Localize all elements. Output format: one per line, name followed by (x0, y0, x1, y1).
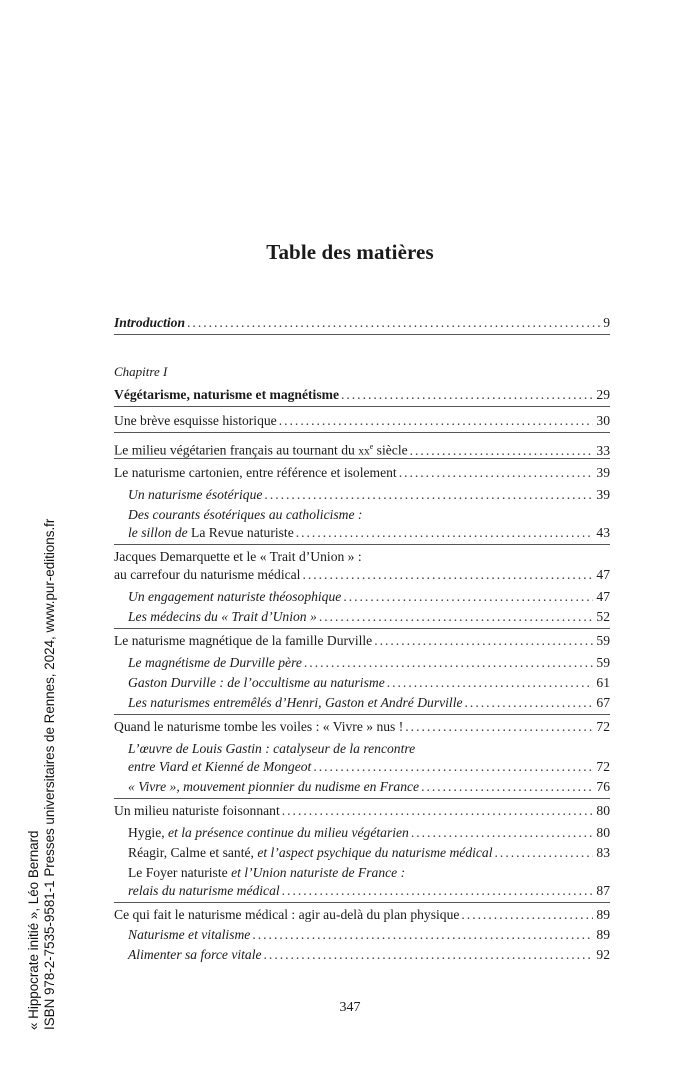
toc-entry-label: Le naturisme magnétique de la famille Durville (114, 633, 373, 648)
toc-entry-label: relais du naturisme médical (128, 883, 280, 898)
leader-dots (313, 758, 593, 775)
divider (114, 714, 610, 715)
leader-dots (399, 464, 594, 481)
toc-page-number: 39 (596, 487, 610, 502)
toc-subentry[interactable] (128, 654, 610, 671)
divider (114, 458, 610, 459)
leader-dots (282, 802, 594, 819)
toc-entry-label: Un engagement naturiste théosophique (128, 589, 342, 604)
toc-page-number: 43 (596, 525, 610, 540)
toc-entry[interactable] (114, 718, 610, 735)
leader-dots (461, 906, 593, 923)
toc-subentry[interactable] (128, 778, 610, 795)
toc-entry-label: entre Viard et Kienné de Mongeot (128, 759, 312, 774)
leader-dots (374, 632, 593, 649)
toc-page-number: 47 (596, 567, 610, 582)
toc-page-number: 30 (596, 413, 610, 428)
leader-dots (187, 314, 600, 331)
toc-subentry[interactable] (128, 588, 610, 605)
leader-dots (264, 486, 593, 503)
leader-dots (343, 588, 593, 605)
leader-dots (465, 694, 594, 711)
leader-dots (387, 674, 594, 691)
toc-page-number: 80 (596, 825, 610, 840)
toc-subentry[interactable] (128, 946, 610, 963)
chapter-label: Chapitre I (114, 364, 168, 379)
toc-entry[interactable] (114, 566, 610, 583)
leader-dots (495, 844, 594, 861)
divider (114, 334, 610, 335)
toc-subentry[interactable] (128, 524, 610, 541)
leader-dots (341, 386, 593, 403)
page-title: Table des matières (266, 240, 434, 264)
toc-entry-label: Quand le naturisme tombe les voiles : « Vivre » nus ! (114, 719, 404, 734)
toc-page-number: 39 (596, 465, 610, 480)
toc-page-number: 92 (596, 947, 610, 962)
toc-entry-chapter-title[interactable] (114, 386, 610, 403)
side-credit (26, 519, 58, 1030)
toc-page-number: 9 (603, 315, 610, 330)
toc-subentry[interactable] (128, 694, 610, 711)
toc-page-number: 89 (596, 907, 610, 922)
toc-subentry-line: L’œuvre de Louis Gastin : catalyseur de la rencontre (128, 741, 416, 756)
leader-dots (296, 524, 594, 541)
toc-page-number: 33 (596, 442, 610, 458)
divider (114, 902, 610, 903)
divider (114, 798, 610, 799)
leader-dots (421, 778, 593, 795)
toc-entry[interactable] (114, 464, 610, 481)
leader-dots (411, 824, 594, 841)
side-credit-line: « Hippocrate initié », Léo Bernard (26, 830, 41, 1030)
toc-page-number: 83 (596, 845, 610, 860)
toc-subentry[interactable] (128, 486, 610, 503)
toc-entry-label: Les médecins du « Trait d’Union » (128, 609, 317, 624)
toc-entry-line: Jacques Demarquette et le « Trait d’Union » : (114, 549, 362, 564)
toc-page-number: 80 (596, 803, 610, 818)
toc-entry-introduction[interactable] (114, 314, 610, 331)
toc-page-number: 67 (596, 695, 610, 710)
leader-dots (304, 654, 594, 671)
toc-entry-label: Introduction (114, 315, 186, 330)
toc-entry-label: Gaston Durville : de l’occultisme au naturisme (128, 675, 385, 690)
toc-entry-label: Alimenter sa force vitale (128, 947, 262, 962)
toc-entry-label: Naturisme et vitalisme (128, 927, 251, 942)
side-credit-line: ISBN 978-2-7535-9581-1 Presses universitaires de Rennes, 2024, www.pur-editions.fr (42, 518, 57, 1030)
toc-subentry[interactable] (128, 926, 610, 943)
toc-entry-label: Un milieu naturiste foisonnant (114, 803, 280, 818)
leader-dots (302, 566, 593, 583)
leader-dots (319, 608, 594, 625)
toc-subentry[interactable] (128, 882, 610, 899)
toc-page-number: 61 (596, 675, 610, 690)
toc-page-number: 59 (596, 633, 610, 648)
leader-dots (252, 926, 593, 943)
toc-subentry[interactable] (128, 674, 610, 691)
toc-subentry-line: Des courants ésotériques au catholicisme : (128, 507, 363, 522)
toc-entry-label: « Vivre », mouvement pionnier du nudisme en France (128, 779, 420, 794)
divider (114, 406, 610, 407)
toc-entry-label: Le magnétisme de Durville père (128, 655, 302, 670)
toc-entry[interactable] (114, 412, 610, 429)
toc-entry[interactable] (114, 632, 610, 649)
toc-entry-label: Le milieu végétarien français au tournant du $xx^e$ siècle (114, 442, 408, 458)
toc-page-number: 72 (596, 719, 610, 734)
toc-page-number: 72 (596, 759, 610, 774)
toc-subentry[interactable] (128, 608, 610, 625)
toc-entry-label: Ce qui fait le naturisme médical : agir au-delà du plan physique (114, 907, 460, 922)
toc-page-number: 29 (596, 387, 610, 402)
toc-page-number: 76 (596, 779, 610, 794)
toc-subentry[interactable] (128, 758, 610, 775)
leader-dots (405, 718, 593, 735)
toc-entry[interactable] (114, 906, 610, 923)
toc-entry-label: Réagir, Calme et santé, et l’aspect psychique du naturisme médical (128, 845, 493, 860)
toc-entry-label: Un naturisme ésotérique (128, 487, 263, 502)
toc-entry-label: le sillon de La Revue naturiste (128, 525, 294, 540)
toc-page-number: 87 (596, 883, 610, 898)
page-number: 347 (339, 1000, 361, 1015)
toc-entry-label: Le naturisme cartonien, entre référence et isolement (114, 465, 397, 480)
divider (114, 544, 610, 545)
toc-subentry[interactable] (128, 844, 610, 861)
toc-entry-label: au carrefour du naturisme médical (114, 567, 301, 582)
divider (114, 628, 610, 629)
toc-entry-label: Hygie, et la présence continue du milieu végétarien (128, 825, 409, 840)
divider (114, 432, 610, 433)
leader-dots (410, 442, 594, 459)
toc-subentry-line: Le Foyer naturiste et l’Union naturiste de France : (128, 865, 406, 880)
chapter-title: Végétarisme, naturisme et magnétisme (114, 387, 339, 402)
toc-subentry[interactable] (128, 824, 610, 841)
toc-entry-label: Une brève esquisse historique (114, 413, 277, 428)
toc-page-number: 59 (596, 655, 610, 670)
toc-entry-label: Les naturismes entremêlés d’Henri, Gaston et André Durville (128, 695, 463, 710)
leader-dots (282, 882, 594, 899)
leader-dots (264, 946, 594, 963)
toc-entry[interactable] (114, 802, 610, 819)
toc-page-number: 52 (596, 609, 610, 624)
leader-dots (279, 412, 594, 429)
toc-page-number: 89 (596, 927, 610, 942)
toc-page-number: 47 (596, 589, 610, 604)
